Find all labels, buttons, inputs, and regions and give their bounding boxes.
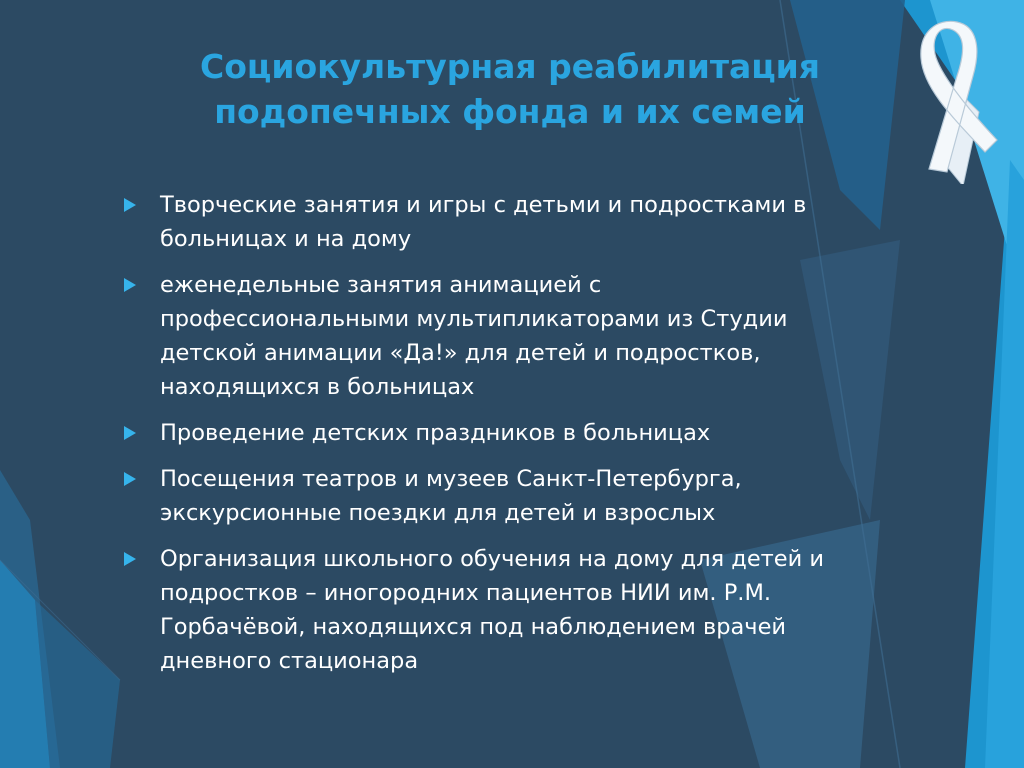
- triangle-bullet-icon: [124, 426, 136, 440]
- triangle-bullet-icon: [124, 278, 136, 292]
- slide-title: [180, 44, 840, 134]
- bullet-line: Творческие занятия и игры с детьми и подростками в: [160, 192, 807, 218]
- bullet-line: находящихся в больницах: [160, 374, 475, 400]
- title-line-2: подопечных фонда и их семей: [214, 92, 806, 131]
- bullet-line: экскурсионные поездки для детей и взрослых: [160, 500, 716, 526]
- title-line-1: Социокультурная реабилитация: [200, 47, 820, 86]
- bullet-line: Организация школьного обучения на дому для детей и: [160, 546, 825, 572]
- bullet-list: [122, 188, 902, 690]
- bullet-line: дневного стационара: [160, 648, 419, 674]
- bullet-line: профессиональными мультипликаторами из Студии: [160, 306, 788, 332]
- triangle-bullet-icon: [124, 472, 136, 486]
- bullet-item: [122, 268, 902, 404]
- awareness-ribbon-icon: [905, 14, 1015, 184]
- bullet-line: подростков – иногородних пациентов НИИ им. Р.М.: [160, 580, 772, 606]
- bullet-line: детской анимации «Да!» для детей и подростков,: [160, 340, 761, 366]
- triangle-bullet-icon: [124, 198, 136, 212]
- bullet-item: [122, 542, 902, 678]
- bullet-item: [122, 462, 902, 530]
- bullet-line: еженедельные занятия анимацией с: [160, 272, 602, 298]
- bullet-line: больницах и на дому: [160, 226, 412, 252]
- bullet-line: Горбачёвой, находящихся под наблюдением врачей: [160, 614, 787, 640]
- bullet-line: Посещения театров и музеев Санкт-Петербурга,: [160, 466, 742, 492]
- bullet-item: [122, 416, 902, 450]
- triangle-bullet-icon: [124, 552, 136, 566]
- bullet-line: Проведение детских праздников в больницах: [160, 420, 711, 446]
- bullet-item: [122, 188, 902, 256]
